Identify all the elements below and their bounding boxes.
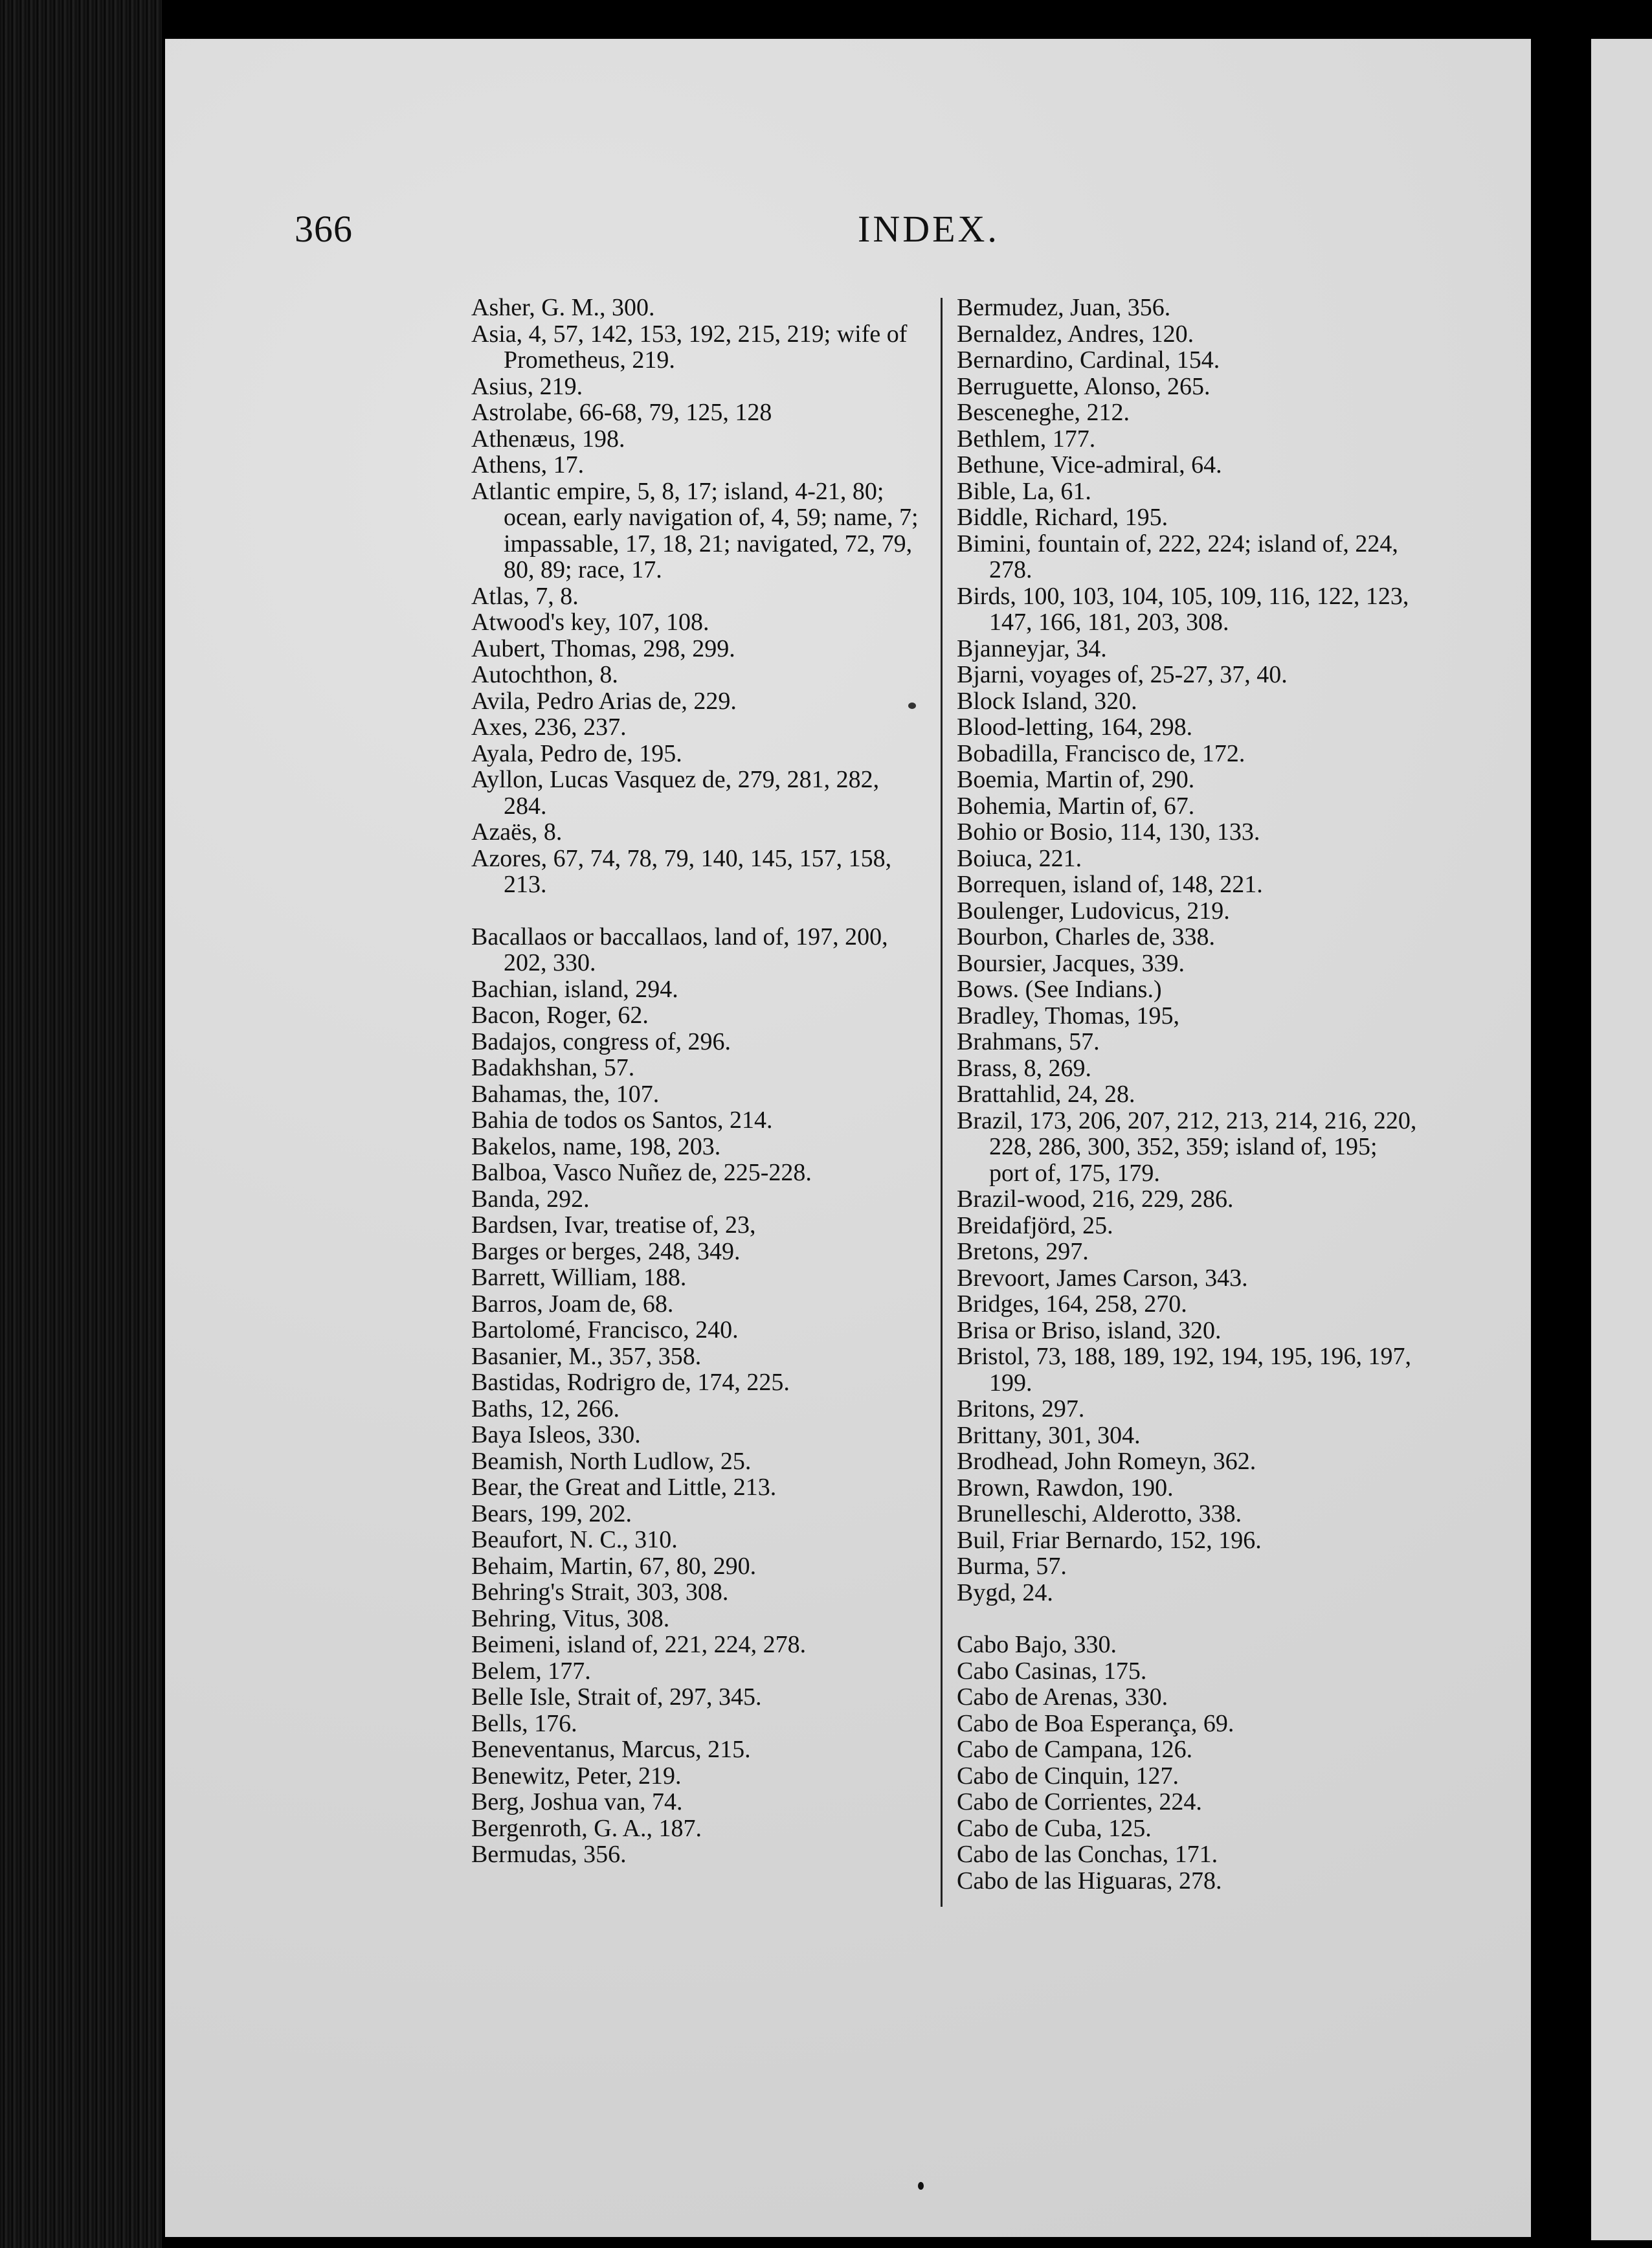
- index-entry: Bethune, Vice-admiral, 64.: [957, 451, 1222, 478]
- index-entry: Bahia de todos os Santos, 214.: [471, 1107, 773, 1134]
- index-entry: Bermudez, Juan, 356.: [957, 294, 1171, 321]
- index-entry: Axes, 236, 237.: [471, 714, 627, 741]
- index-entry: Bjarni, voyages of, 25-27, 37, 40.: [957, 661, 1288, 688]
- index-entry: Brazil-wood, 216, 229, 286.: [957, 1186, 1234, 1213]
- index-entry: Bakelos, name, 198, 203.: [471, 1132, 721, 1160]
- column-divider: [941, 298, 943, 1907]
- index-entry: Boursier, Jacques, 339.: [957, 949, 1185, 977]
- index-entry: Ayala, Pedro de, 195.: [471, 739, 682, 767]
- index-entry: Bimini, fountain of, 222, 224; island of, 224, 278.: [957, 530, 1398, 583]
- index-entry: Athens, 17.: [471, 451, 585, 478]
- index-entry: Brown, Rawdon, 190.: [957, 1474, 1174, 1501]
- index-entry: Bourbon, Charles de, 338.: [957, 923, 1215, 950]
- index-entry: Baths, 12, 266.: [471, 1395, 620, 1422]
- index-entry: Bacon, Roger, 62.: [471, 1002, 649, 1029]
- index-entry: Balboa, Vasco Nuñez de, 225-228.: [471, 1159, 812, 1186]
- index-entry: Cabo de las Higuaras, 278.: [957, 1867, 1222, 1894]
- index-entry: Beaufort, N. C., 310.: [471, 1526, 678, 1553]
- index-entry: Bernaldez, Andres, 120.: [957, 320, 1194, 348]
- index-entry: Atwood's key, 107, 108.: [471, 609, 709, 636]
- index-entry: Bridges, 164, 258, 270.: [957, 1290, 1187, 1318]
- index-entry: Bells, 176.: [471, 1709, 577, 1737]
- index-entry: Azaës, 8.: [471, 818, 563, 846]
- running-head: INDEX.: [858, 208, 999, 250]
- index-entry: Autochthon, 8.: [471, 661, 618, 688]
- index-entry: Bartolomé, Francisco, 240.: [471, 1316, 739, 1343]
- index-entry: Bergenroth, G. A., 187.: [471, 1814, 702, 1842]
- index-entry: Bernardino, Cardinal, 154.: [957, 346, 1220, 374]
- index-entry: Bahamas, the, 107.: [471, 1080, 660, 1108]
- book-binding: [0, 0, 162, 2248]
- section-gap: [471, 898, 924, 924]
- index-entry: Bygd, 24.: [957, 1579, 1053, 1606]
- index-entry: Cabo de las Conchas, 171.: [957, 1841, 1218, 1868]
- index-entry: Bachian, island, 294.: [471, 975, 678, 1003]
- index-entry: Bjanneyjar, 34.: [957, 635, 1107, 662]
- index-entry: Benewitz, Peter, 219.: [471, 1762, 682, 1790]
- index-entry: Bermudas, 356.: [471, 1841, 627, 1868]
- index-entry: Bethlem, 177.: [957, 425, 1096, 453]
- section-gap: [957, 1606, 1423, 1632]
- index-entry: Behaim, Martin, 67, 80, 290.: [471, 1552, 757, 1580]
- index-entry: Beneventanus, Marcus, 215.: [471, 1736, 751, 1763]
- index-entry: Bears, 199, 202.: [471, 1500, 632, 1527]
- index-entry: Bristol, 73, 188, 189, 192, 194, 195, 196, 197, 199.: [957, 1343, 1411, 1397]
- index-entry: Bobadilla, Francisco de, 172.: [957, 739, 1245, 767]
- index-entry: Cabo de Arenas, 330.: [957, 1683, 1168, 1711]
- index-entry: Birds, 100, 103, 104, 105, 109, 116, 122, 123, 147, 166, 181, 203, 308.: [957, 582, 1409, 636]
- index-entry: Cabo de Corrientes, 224.: [957, 1788, 1202, 1815]
- index-entry: Athenæus, 198.: [471, 425, 625, 453]
- index-entry: Beimeni, island of, 221, 224, 278.: [471, 1631, 807, 1658]
- index-entry: Bible, La, 61.: [957, 477, 1091, 505]
- index-entry: Blood-letting, 164, 298.: [957, 714, 1193, 741]
- index-entry: Breidafjörd, 25.: [957, 1211, 1113, 1239]
- index-entry: Brunelleschi, Alderotto, 338.: [957, 1500, 1242, 1527]
- page-number: 366: [295, 208, 353, 250]
- index-entry: Berg, Joshua van, 74.: [471, 1788, 683, 1815]
- index-entry: Asia, 4, 57, 142, 153, 192, 215, 219; wife of Prometheus, 219.: [471, 320, 908, 374]
- index-entry: Bohio or Bosio, 114, 130, 133.: [957, 818, 1260, 846]
- index-entry: Badajos, congress of, 296.: [471, 1028, 731, 1055]
- page-header: [295, 207, 1408, 278]
- index-entry: Cabo de Boa Esperança, 69.: [957, 1709, 1234, 1737]
- index-entry: Brittany, 301, 304.: [957, 1421, 1141, 1449]
- index-entry: Barrett, William, 188.: [471, 1264, 687, 1291]
- index-entry: Block Island, 320.: [957, 687, 1137, 715]
- index-entry: Bradley, Thomas, 195,: [957, 1002, 1180, 1029]
- index-entry: Ayllon, Lucas Vasquez de, 279, 281, 282, 284.: [471, 766, 880, 820]
- index-entry: Brodhead, John Romeyn, 362.: [957, 1448, 1256, 1475]
- index-entry: Aubert, Thomas, 298, 299.: [471, 635, 735, 662]
- index-entry: Brahmans, 57.: [957, 1028, 1100, 1055]
- index-entry: Barges or berges, 248, 349.: [471, 1237, 741, 1265]
- index-entry: Cabo Bajo, 330.: [957, 1631, 1117, 1658]
- index-entry: Biddle, Richard, 195.: [957, 504, 1168, 531]
- index-entry: Burma, 57.: [957, 1553, 1067, 1580]
- index-entry: Bohemia, Martin of, 67.: [957, 792, 1195, 820]
- index-entry: Borrequen, island of, 148, 221.: [957, 871, 1263, 898]
- index-entry: Barros, Joam de, 68.: [471, 1290, 674, 1318]
- index-entry: Boemia, Martin of, 290.: [957, 766, 1195, 793]
- index-entry: Besceneghe, 212.: [957, 399, 1130, 426]
- index-entry: Avila, Pedro Arias de, 229.: [471, 687, 737, 715]
- index-entry: Bear, the Great and Little, 213.: [471, 1474, 777, 1501]
- index-entry: Beamish, North Ludlow, 25.: [471, 1447, 752, 1475]
- index-entry: Belem, 177.: [471, 1657, 591, 1685]
- index-entry: Asius, 219.: [471, 372, 583, 400]
- index-entry: Azores, 67, 74, 78, 79, 140, 145, 157, 158, 213.: [471, 844, 892, 898]
- index-entry: Buil, Friar Bernardo, 152, 196.: [957, 1526, 1262, 1554]
- index-column-left: [471, 295, 924, 1868]
- ink-mark: [908, 702, 916, 709]
- index-entry: Basanier, M., 357, 358.: [471, 1342, 702, 1370]
- index-entry: Cabo de Cuba, 125.: [957, 1814, 1152, 1842]
- index-entry: Bows. (See Indians.): [957, 976, 1162, 1003]
- index-column-right: [957, 295, 1423, 1894]
- index-entry: Brass, 8, 269.: [957, 1054, 1091, 1082]
- index-entry: Badakhshan, 57.: [471, 1054, 635, 1081]
- index-entry: Cabo de Cinquin, 127.: [957, 1762, 1179, 1790]
- index-entry: Bastidas, Rodrigro de, 174, 225.: [471, 1369, 790, 1396]
- index-entry: Atlas, 7, 8.: [471, 582, 579, 610]
- index-entry: Brisa or Briso, island, 320.: [957, 1316, 1222, 1344]
- index-entry: Belle Isle, Strait of, 297, 345.: [471, 1683, 762, 1711]
- index-entry: Bretons, 297.: [957, 1238, 1089, 1265]
- adjacent-page-edge: [1579, 39, 1652, 2240]
- index-entry: Boulenger, Ludovicus, 219.: [957, 897, 1230, 925]
- index-entry: Brazil, 173, 206, 207, 212, 213, 214, 216, 220, 228, 286, 300, 352, 359; island of, 195; port of, 175, 179.: [957, 1107, 1417, 1187]
- index-entry: Cabo Casinas, 175.: [957, 1657, 1147, 1685]
- index-entry: Astrolabe, 66-68, 79, 125, 128: [471, 399, 772, 426]
- index-entry: Bardsen, Ivar, treatise of, 23,: [471, 1211, 756, 1239]
- index-entry: Banda, 292.: [471, 1185, 590, 1213]
- index-entry: Brattahlid, 24, 28.: [957, 1081, 1135, 1108]
- index-entry: Baya Isleos, 330.: [471, 1421, 641, 1448]
- index-entry: Atlantic empire, 5, 8, 17; island, 4-21, 80; ocean, early navigation of, 4, 59; name, 7; impassable, 17, 18, 21; navigated, 72, 79, 80, 89; race, 17.: [471, 477, 919, 583]
- index-entry: Behring's Strait, 303, 308.: [471, 1579, 729, 1606]
- index-entry: Behring, Vitus, 308.: [471, 1604, 670, 1632]
- index-entry: Boiuca, 221.: [957, 844, 1082, 872]
- index-entry: Asher, G. M., 300.: [471, 294, 655, 321]
- index-entry: Cabo de Campana, 126.: [957, 1736, 1193, 1763]
- index-entry: Bacallaos or baccallaos, land of, 197, 200, 202, 330.: [471, 923, 888, 976]
- ink-mark: [918, 2182, 924, 2190]
- index-entry: Britons, 297.: [957, 1395, 1085, 1422]
- index-entry: Brevoort, James Carson, 343.: [957, 1264, 1248, 1292]
- index-entry: Berruguette, Alonso, 265.: [957, 372, 1211, 400]
